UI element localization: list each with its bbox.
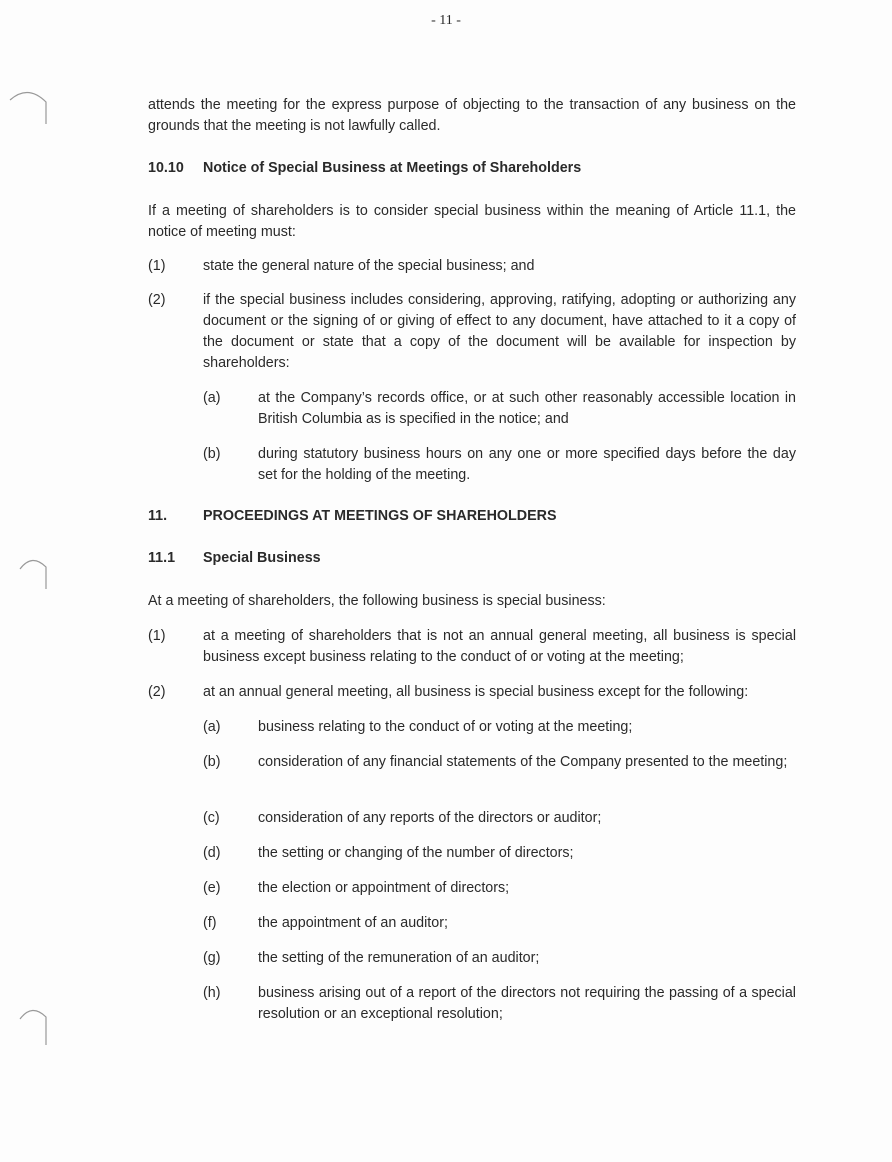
item-label: (1) [148, 258, 166, 274]
subitem-label: (g) [203, 950, 221, 966]
paragraph: attends the meeting for the express purpose of objecting to the transaction of any business on the grounds that the meeting is not lawfully called. [148, 97, 796, 134]
section-heading: 10.10 Notice of Special Business at Meetings of Shareholders [148, 160, 582, 176]
item-text: if the special business includes considering, approving, ratifying, adopting or authorizing any document or the signing of or giving of effect to any document, have attached to it a copy of the document or state that a copy of the document will be available for inspection by shareholders: [203, 292, 796, 371]
hole-punch-mark [18, 555, 53, 595]
item-text: state the general nature of the special business; and [203, 258, 535, 274]
subitem-label: (f) [203, 915, 217, 931]
subitem-label: (a) [203, 719, 221, 735]
page-number: - 11 - [431, 13, 461, 28]
hole-punch-mark [8, 88, 53, 128]
item-text: at an annual general meeting, all business is special business except for the following: [203, 684, 749, 700]
subitem-text: the election or appointment of directors; [258, 880, 510, 896]
hole-punch-mark [18, 1005, 53, 1050]
paragraph: At a meeting of shareholders, the following business is special business: [148, 593, 606, 609]
subitem-label: (d) [203, 845, 221, 861]
subitem-label: (e) [203, 880, 221, 896]
subitem-label: (b) [203, 754, 221, 770]
item-label: (2) [148, 684, 166, 700]
subitem-label: (h) [203, 985, 221, 1001]
subitem-label: (c) [203, 810, 220, 826]
subitem-text: consideration of any reports of the directors or auditor; [258, 810, 602, 826]
article-heading: 11. PROCEEDINGS AT MEETINGS OF SHAREHOLDERS [148, 508, 557, 524]
subitem-text: the setting of the remuneration of an auditor; [258, 950, 540, 966]
item-label: (2) [148, 292, 166, 308]
item-label: (1) [148, 628, 166, 644]
item-text: at a meeting of shareholders that is not an annual general meeting, all business is special business except business relating to the conduct of or voting at the meeting; [203, 628, 796, 665]
subitem-label: (a) [203, 390, 221, 406]
subitem-text: business arising out of a report of the directors not requiring the passing of a special resolution or an exceptional resolution; [258, 985, 796, 1022]
subitem-text: at the Company’s records office, or at such other reasonably accessible location in British Columbia as is specified in the notice; and [258, 390, 796, 427]
subitem-text: business relating to the conduct of or voting at the meeting; [258, 719, 633, 735]
subitem-label: (b) [203, 446, 221, 462]
paragraph: If a meeting of shareholders is to consider special business within the meaning of Article 11.1, the notice of meeting must: [148, 203, 796, 240]
subitem-text: the appointment of an auditor; [258, 915, 448, 931]
subitem-text: the setting or changing of the number of directors; [258, 845, 574, 861]
section-heading: 11.1 Special Business [148, 550, 321, 566]
subitem-text: during statutory business hours on any one or more specified days before the day set for the holding of the meeting. [258, 446, 796, 483]
subitem-text: consideration of any financial statements of the Company presented to the meeting; [258, 754, 788, 770]
